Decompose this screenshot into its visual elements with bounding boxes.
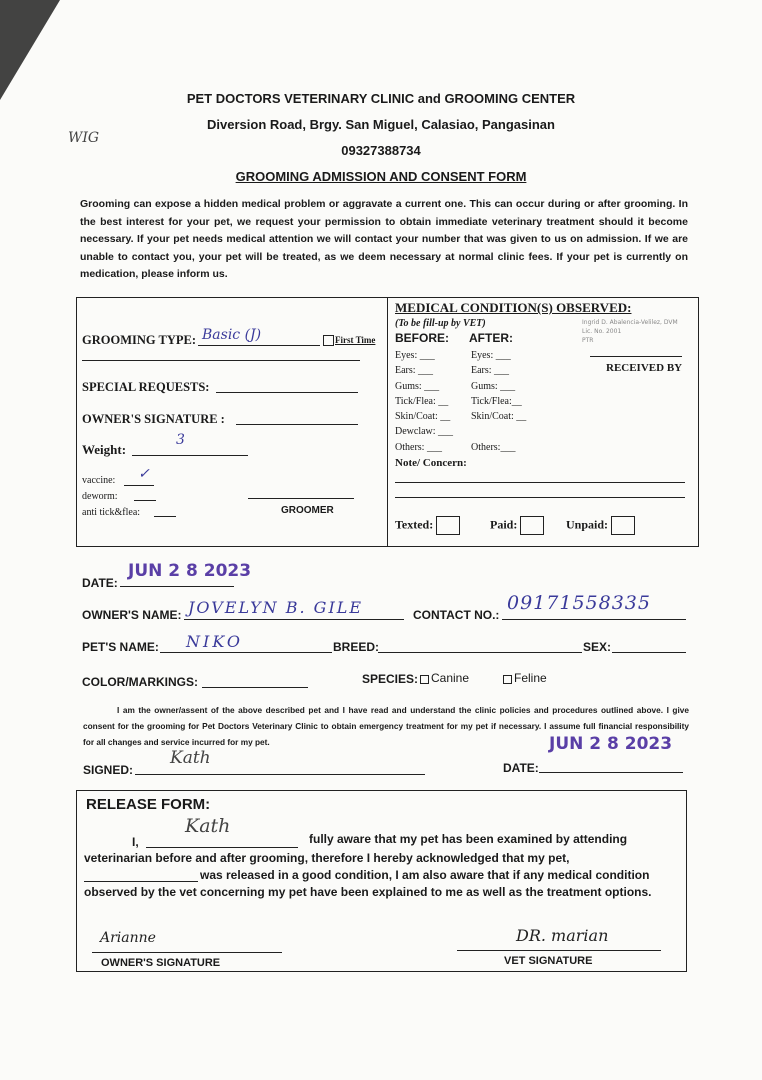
date-label: DATE: bbox=[82, 576, 118, 590]
antitick-line[interactable] bbox=[154, 516, 176, 517]
contact-label: CONTACT NO.: bbox=[413, 608, 500, 622]
medical-title: MEDICAL CONDITION(S) OBSERVED: bbox=[395, 300, 632, 315]
feline-label: Feline bbox=[514, 671, 547, 685]
owner-signature-line-release bbox=[92, 952, 282, 953]
paid-checkbox[interactable] bbox=[520, 516, 544, 535]
pet-name-label: PET'S NAME: bbox=[82, 640, 159, 654]
texted-field bbox=[395, 516, 460, 535]
feline-checkbox[interactable] bbox=[503, 675, 512, 684]
contact-value[interactable]: 09171558335 bbox=[507, 592, 651, 614]
before-item: Others: ___ bbox=[395, 441, 442, 453]
weight-value[interactable]: 3 bbox=[176, 432, 185, 448]
breed-line[interactable] bbox=[378, 652, 582, 653]
release-signature-line bbox=[146, 847, 298, 848]
after-item: Ears: ___ bbox=[471, 365, 510, 377]
texted-label: Texted: bbox=[395, 517, 434, 532]
release-text-4: observed by the vet concerning my pet have been explained to me as well as the treatment options. bbox=[84, 885, 652, 899]
grooming-type-label: GROOMING TYPE: bbox=[82, 333, 197, 347]
texted-checkbox[interactable] bbox=[436, 516, 460, 535]
first-time-label: First Time bbox=[335, 335, 376, 345]
groomer-label: GROOMER bbox=[281, 505, 334, 516]
color-label: COLOR/MARKINGS: bbox=[82, 675, 198, 689]
deworm-line[interactable] bbox=[134, 500, 156, 501]
grooming-type-value[interactable]: Basic (J) bbox=[202, 327, 262, 343]
sex-label: SEX: bbox=[583, 640, 612, 654]
release-signature[interactable]: Kath bbox=[185, 815, 231, 837]
owner-signature-label: OWNER'S SIGNATURE : bbox=[82, 412, 225, 426]
vaccine-mark[interactable]: ✓ bbox=[138, 466, 150, 482]
before-item: Ears: ___ bbox=[395, 365, 434, 377]
after-item bbox=[471, 424, 526, 439]
unpaid-label: Unpaid: bbox=[566, 517, 609, 532]
sex-line[interactable] bbox=[612, 652, 686, 653]
scan-corner-shadow bbox=[0, 0, 60, 100]
release-title: RELEASE FORM: bbox=[86, 796, 211, 813]
form-title: GROOMING ADMISSION AND CONSENT FORM bbox=[235, 169, 527, 184]
vet-stamp: Ingrid D. Abalencia-Velilez, DVM Lic. No. 2001 PTR bbox=[582, 319, 678, 344]
antitick-label: anti tick&flea: bbox=[82, 507, 141, 518]
pet-name-line bbox=[160, 652, 332, 653]
signed-value[interactable]: Kath bbox=[170, 748, 211, 768]
note-line-2[interactable] bbox=[395, 497, 685, 498]
received-by-line[interactable] bbox=[590, 356, 682, 357]
groomer-line[interactable] bbox=[248, 498, 354, 499]
release-i-label: I, bbox=[132, 835, 139, 849]
before-item: Skin/Coat: __ bbox=[395, 411, 451, 423]
before-list bbox=[395, 348, 453, 455]
vet-signature-value[interactable]: DR. marian bbox=[516, 926, 609, 945]
owner-name-line bbox=[184, 619, 404, 620]
after-item: Gums: ___ bbox=[471, 380, 516, 392]
weight-label: Weight: bbox=[82, 442, 127, 457]
before-item: Eyes: ___ bbox=[395, 350, 435, 361]
after-list bbox=[471, 348, 526, 455]
unpaid-field bbox=[566, 516, 635, 535]
release-text-3: was released in a good condition, I am also aware that if any medical condition bbox=[200, 868, 650, 882]
margin-note: WIG bbox=[68, 130, 100, 146]
vaccine-label: vaccine: bbox=[82, 475, 116, 486]
special-requests-line[interactable] bbox=[216, 392, 358, 393]
color-line[interactable] bbox=[202, 687, 308, 688]
owner-signature-value[interactable]: Arianne bbox=[100, 930, 156, 946]
date-line bbox=[120, 586, 234, 587]
pet-name-value[interactable]: NIKO bbox=[186, 632, 243, 651]
consent-date-line bbox=[539, 772, 683, 773]
received-by-label: RECEIVED BY bbox=[606, 362, 683, 374]
before-label: BEFORE: bbox=[395, 331, 449, 345]
canine-label: Canine bbox=[431, 671, 470, 685]
release-text-1: fully aware that my pet has been examined by attending bbox=[309, 832, 628, 846]
intro-paragraph: Grooming can expose a hidden medical problem or aggravate a current one. This can occur during or after grooming. In the best interest for your pet, we request your permission to obtain immediate veterinary treatment should it become necessary. If your pet needs medical attention we will contact your number that was given to us on admission. If we are unable to contact you, your pet will be treated, as we deem necessary at normal clinic fees. If your pet is currently on medication, please inform us. bbox=[80, 198, 688, 280]
after-item: Eyes: ___ bbox=[471, 350, 511, 361]
medical-subtitle: (To be fill-up by VET) bbox=[395, 318, 486, 329]
special-requests-label: SPECIAL REQUESTS: bbox=[82, 380, 210, 394]
owner-name-value[interactable]: JOVELYN B. GILE bbox=[188, 598, 364, 617]
release-pet-line[interactable] bbox=[84, 881, 198, 882]
first-time-checkbox[interactable] bbox=[323, 335, 334, 346]
contact-line bbox=[502, 619, 686, 620]
clinic-phone: 09327388734 bbox=[341, 143, 421, 158]
before-item: Gums: ___ bbox=[395, 380, 440, 392]
deworm-label: deworm: bbox=[82, 491, 118, 502]
breed-label: BREED: bbox=[333, 640, 380, 654]
box-divider bbox=[387, 297, 388, 547]
consent-date-stamp: JUN 2 8 2023 bbox=[549, 734, 673, 754]
note-line-1[interactable] bbox=[395, 482, 685, 483]
signed-line bbox=[135, 774, 425, 775]
grooming-type-line bbox=[198, 345, 320, 346]
release-text-2: veterinarian before and after grooming, therefore I hereby acknowledged that my pet, bbox=[84, 851, 570, 865]
clinic-name: PET DOCTORS VETERINARY CLINIC and GROOMING CENTER bbox=[186, 91, 576, 106]
paid-field bbox=[490, 516, 544, 535]
after-item: Skin/Coat: __ bbox=[471, 411, 527, 423]
grooming-type-line-2 bbox=[82, 360, 360, 361]
after-item: Others:___ bbox=[471, 441, 516, 453]
before-item: Tick/Flea: __ bbox=[395, 395, 449, 407]
species-label: SPECIES: bbox=[362, 672, 419, 686]
after-item: Tick/Flea:__ bbox=[471, 395, 522, 407]
canine-checkbox[interactable] bbox=[420, 675, 429, 684]
after-label: AFTER: bbox=[469, 331, 513, 345]
signed-label: SIGNED: bbox=[83, 763, 134, 777]
note-label: Note/ Concern: bbox=[395, 457, 467, 469]
clinic-address: Diversion Road, Brgy. San Miguel, Calasiao, Pangasinan bbox=[207, 117, 555, 132]
weight-line bbox=[132, 455, 248, 456]
owner-signature-label-release: OWNER'S SIGNATURE bbox=[101, 957, 221, 969]
vet-signature-line bbox=[457, 950, 661, 951]
date-stamp: JUN 2 8 2023 bbox=[128, 561, 252, 581]
before-item: Dewclaw: ___ bbox=[395, 426, 454, 438]
vaccine-line bbox=[124, 485, 154, 486]
consent-date-label: DATE: bbox=[503, 761, 539, 775]
consent-paragraph: I am the owner/assent of the above described pet and I have read and understand the clinic policies and procedures outlined above. I give consent for the grooming for Pet Doctors Veterinary Clinic to obtain emergency treatment for my pet if necessary. I assume full financial responsibility for all changes and service incurred for my pet. bbox=[83, 705, 689, 747]
unpaid-checkbox[interactable] bbox=[611, 516, 635, 535]
owner-name-label: OWNER'S NAME: bbox=[82, 608, 182, 622]
owner-signature-line[interactable] bbox=[236, 424, 358, 425]
vet-signature-label: VET SIGNATURE bbox=[504, 955, 593, 967]
paid-label: Paid: bbox=[490, 517, 518, 532]
